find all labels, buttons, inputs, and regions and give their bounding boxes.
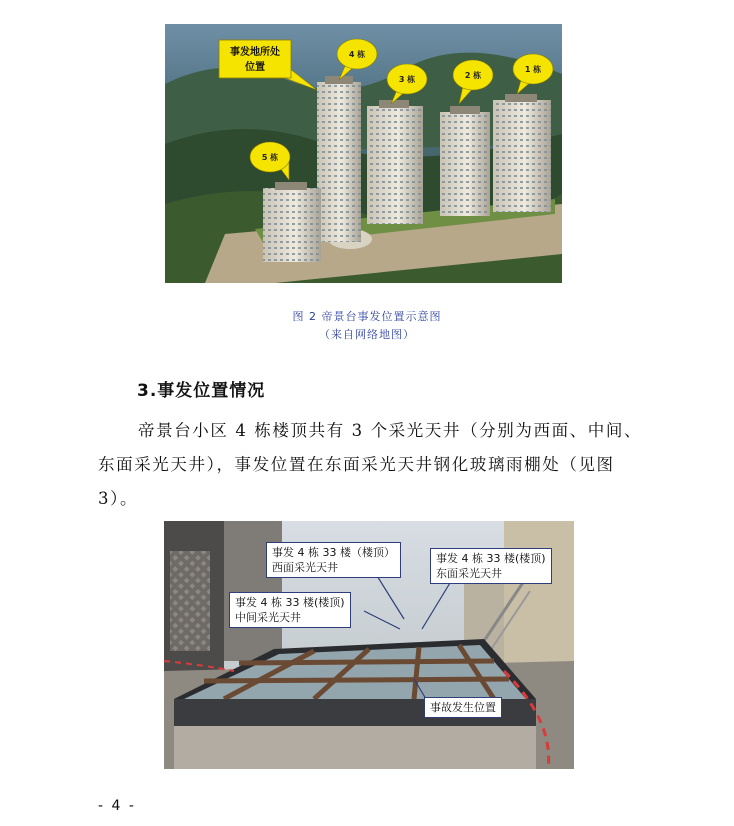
- bubble-label-5: 5 栋: [261, 153, 279, 162]
- aerial-rendering: [165, 24, 562, 283]
- callout-middle-line2: 中间采光天井: [235, 611, 301, 624]
- callout-accident-location: [424, 697, 502, 718]
- page-number: - 4 -: [98, 798, 136, 814]
- body-paragraph: 帝景台小区 4 栋楼顶共有 3 个采光天井（分别为西面、中间、东面采光天井），事发位置在东面采光天井钢化玻璃雨棚处（见图 3）。: [98, 421, 643, 508]
- callout-west-skylight: [266, 542, 401, 578]
- callout-west-line2: 西面采光天井: [272, 561, 338, 574]
- bubble-label-3: 3 栋: [398, 75, 416, 84]
- callout-east-line2: 东面采光天井: [436, 567, 502, 580]
- callout-east-line1: 事发 4 栋 33 楼(楼顶): [436, 552, 546, 565]
- bubble-label-4: 4 栋: [348, 50, 366, 59]
- callout-middle-line1: 事发 4 栋 33 楼(楼顶): [235, 596, 345, 609]
- callout-accident-label: 事故发生位置: [430, 701, 496, 714]
- bubble-label-2: 2 栋: [464, 71, 482, 80]
- figure-2-caption-source: （来自网络地图）: [319, 328, 415, 341]
- callout-east-skylight: [430, 548, 552, 584]
- figure-2-caption-title: 图 2 帝景台事发位置示意图: [292, 310, 442, 323]
- callout-main-line1: 事发地所处: [230, 47, 280, 58]
- figure-2-aerial-image: [165, 24, 562, 283]
- callout-main-line2: 位置: [245, 62, 265, 73]
- callout-west-line1: 事发 4 栋 33 楼（楼顶）: [272, 546, 395, 559]
- bubble-label-1: 1 栋: [524, 65, 542, 74]
- figure-2-caption: [0, 308, 734, 342]
- section-heading: 3.事发位置情况: [137, 381, 266, 401]
- callout-middle-skylight: [229, 592, 351, 628]
